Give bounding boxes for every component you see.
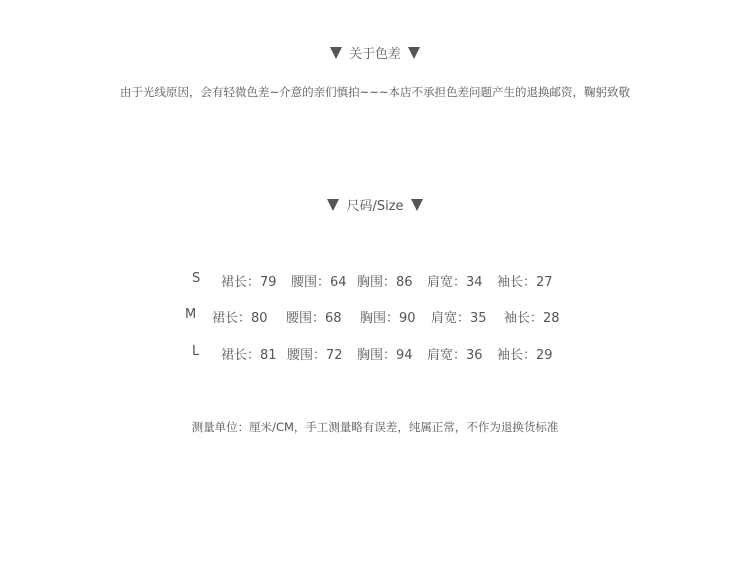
waist: 腰围：68 <box>286 311 342 326</box>
size-row-l <box>0 344 750 364</box>
measurement-note: 测量单位：厘米/CM，手工测量略有误差，纯属正常，不作为退换货标准 <box>191 420 559 434</box>
skirt-length: 裙长：80 <box>212 311 268 326</box>
size-row-s <box>0 271 750 291</box>
bust: 胸围：90 <box>360 311 416 326</box>
sleeve: 袖长：27 <box>497 275 553 290</box>
size-title: 尺码/Size <box>346 199 404 214</box>
waist: 腰围：72 <box>287 348 343 363</box>
sleeve: 袖长：29 <box>497 348 553 363</box>
size-label: M <box>185 307 197 322</box>
size-label: S <box>192 271 201 286</box>
size-label: L <box>192 344 200 359</box>
skirt-length: 裙长：81 <box>221 348 277 363</box>
skirt-length: 裙长：79 <box>221 275 277 290</box>
color-difference-title: 关于色差 <box>348 47 401 62</box>
size-row-m <box>0 307 750 327</box>
bust: 胸围：94 <box>357 348 413 363</box>
color-difference-note: 由于光线原因，会有轻微色差~介意的亲们慎拍~~~本店不承担色差问题产生的退换邮资，鞠躬致敬 <box>119 85 631 99</box>
shoulder: 肩宽：36 <box>427 348 483 363</box>
bust: 胸围：86 <box>357 275 413 290</box>
shoulder: 肩宽：34 <box>427 275 483 290</box>
waist: 腰围：64 <box>291 275 347 290</box>
sleeve: 袖长：28 <box>504 311 560 326</box>
shoulder: 肩宽：35 <box>431 311 487 326</box>
